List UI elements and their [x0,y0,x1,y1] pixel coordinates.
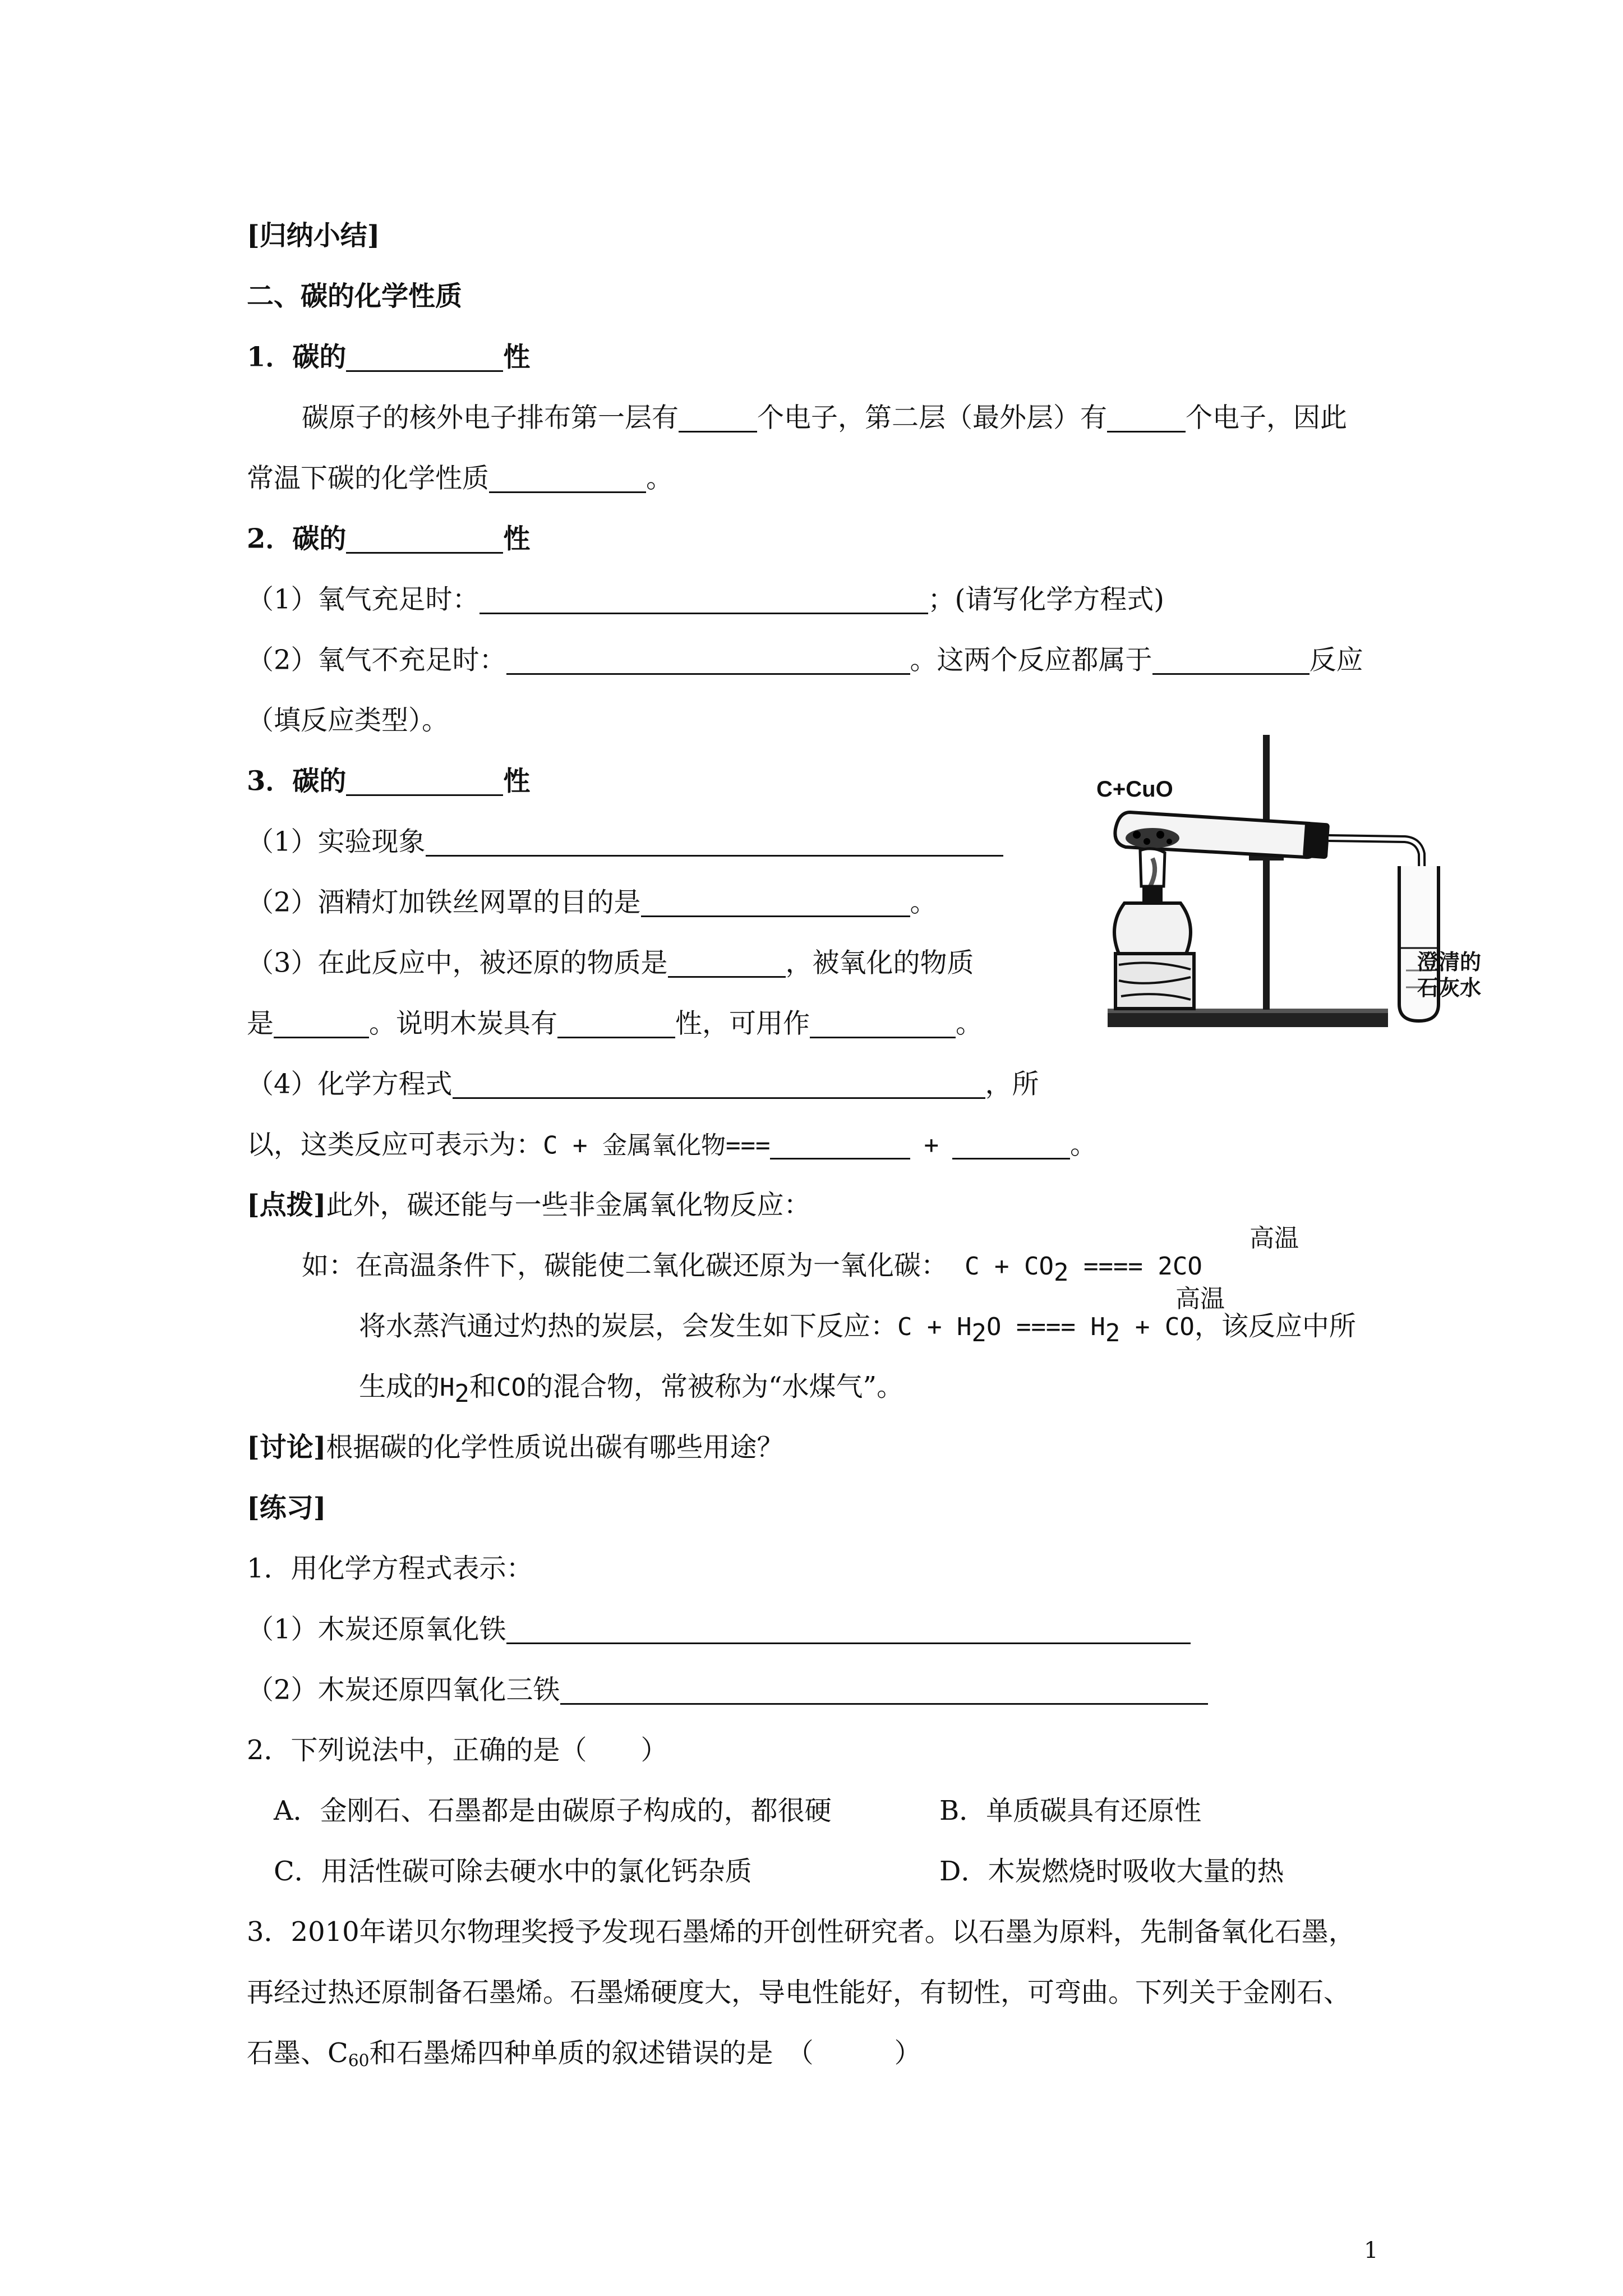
tip-ex2-line2-a: 生成的 [359,1371,440,1402]
tip-ex2-sub1: 2 [971,1319,986,1347]
tip-tag: [点拨] [247,1189,326,1221]
practice-q2-option-d[interactable]: D．木炭燃烧时吸收大量的热 [939,1856,1284,1887]
s3-item1-blank[interactable] [426,828,1003,857]
s1-text-a: 碳原子的核外电子排布第一层有 [302,402,679,434]
stand-base [1108,1013,1388,1027]
s1-blank-property[interactable] [489,464,646,493]
s3-item3b-c: 性，可用作 [675,1007,810,1039]
s3-product1-blank[interactable] [770,1131,910,1159]
s2-item2-blank[interactable] [506,646,910,675]
s3-blank[interactable] [346,767,503,796]
practice-q1a-blank[interactable] [506,1616,1191,1644]
s2-item1 [247,583,1165,615]
carbon-reduction-apparatus-figure [1091,724,1495,1083]
practice-q3-line3-b: 和石墨烯四种单质的叙述错误的是 （ ） [369,2037,921,2069]
s3-title [247,767,530,796]
condition-high-temp-1: 高温 [1249,1224,1299,1253]
practice-q3-line1: 3．2010年诺贝尔物理奖授予发现石墨烯的开创性研究者。以石墨为原料，先制备氧化石墨， [247,1916,1355,1948]
s2-item2-mid: 。这两个反应都属于 [910,644,1152,676]
s3-item4-tail: ，所 [985,1068,1039,1100]
practice-q1a-label: （1）木炭还原氧化铁 [247,1613,506,1645]
s2-item2-tail: 反应 [1309,644,1363,676]
tip-ex2-line2-c: 的混合物，常被称为“水煤气”。 [526,1371,904,1402]
label-limewater-2: 石灰水 [1417,977,1482,1000]
s2-item2 [247,646,1363,675]
tip-ex2-tail: ，该反应中所 [1194,1310,1356,1342]
practice-q3-line2: 再经过热还原制备石墨烯。石墨烯硬度大，导电性能好，有韧性，可弯曲。下列关于金刚石、 [247,1977,1351,2008]
s1-text-b: 个电子，第二层（最外层）有 [757,402,1108,434]
practice-q3-line3 [247,2037,921,2071]
tip-ex2-line2-co: CO [496,1373,527,1402]
tip-ex1-eq2: ==== 2CO [1068,1252,1202,1281]
s1-blank[interactable] [346,343,503,372]
s3-general-plus: + [924,1131,939,1160]
practice-q1b-blank[interactable] [560,1676,1208,1705]
discussion-tag: [讨论] [247,1432,326,1463]
summary-heading: [归纳小结] [247,220,380,251]
tip-ex1-eq: C + CO [965,1252,1054,1281]
s3-prefix: 3．碳的 [247,765,347,797]
s3-item2-tail: 。 [910,886,937,918]
s3-oxidized-blank[interactable] [274,1010,369,1038]
s3-item3-label: （3）在此反应中，被还原的物质是 [247,947,668,979]
tip-ex2-sub2: 2 [1105,1319,1121,1347]
practice-q1: 1．用化学方程式表示： [247,1553,533,1584]
s1-text-e: 。 [646,462,674,494]
s1-text-line2 [247,464,673,493]
tip-ex2-eq-b: O ==== H [986,1313,1105,1341]
condition-high-temp-2: 高温 [1175,1285,1225,1313]
s3-item2-label: （2）酒精灯加铁丝网罩的目的是 [247,886,641,918]
tip-ex2-line2-sub: 2 [454,1379,470,1408]
s2-item1-label: （1）氧气充足时： [247,583,479,615]
s3-use-blank[interactable] [810,1010,956,1038]
practice-q1a [247,1613,1191,1645]
page-number: 1 [1364,2238,1378,2263]
tip-example-1 [302,1252,1202,1285]
s3-general-a: 以，这类反应可表示为： [247,1129,543,1161]
s3-item3 [247,949,974,978]
s3-item3b-a: 是 [247,1007,274,1039]
s3-general-eq: C + 金属氧化物=== [543,1131,771,1160]
practice-q2-option-c[interactable]: C．用活性碳可除去硬水中的氯化钙杂质 [274,1856,752,1887]
s2-title [247,525,530,554]
practice-q2-option-a[interactable]: A．金刚石、石墨都是由碳原子构成的，都很硬 [274,1795,832,1826]
s3-property-blank[interactable] [557,1010,675,1038]
tip-example-2-line2 [359,1373,903,1406]
s2-reaction-type-blank[interactable] [1152,646,1310,675]
discussion-line [247,1434,783,1461]
s3-equation-blank[interactable] [453,1070,985,1099]
practice-q2: 2．下列说法中，正确的是（ ） [247,1734,668,1766]
practice-heading: [练习] [247,1492,326,1524]
tip-ex1-text: 如：在高温条件下，碳能使二氧化碳还原为一氧化碳： [302,1250,948,1281]
s3-suffix: 性 [503,765,531,797]
s2-item2-label: （2）氧气不充足时： [247,644,506,676]
practice-q3-line3-a: 石墨、C [247,2037,348,2069]
tip-line [247,1189,811,1221]
s1-suffix: 性 [503,341,531,373]
c-cuo-powder [1126,828,1179,848]
s1-text-c: 个电子，因此 [1186,402,1348,434]
tip-ex2-eq-c: + CO [1120,1313,1195,1341]
tip-ex2-text: 将水蒸汽通过灼热的炭层，会发生如下反应： [359,1310,898,1342]
tip-text: 此外，碳还能与一些非金属氧化物反应： [326,1189,811,1221]
practice-q1b-label: （2）木炭还原四氧化三铁 [247,1674,560,1706]
s3-general-end: 。 [1069,1129,1097,1161]
s3-product2-blank[interactable] [952,1131,1070,1159]
discussion-text: 根据碳的化学性质说出碳有哪些用途？ [326,1432,784,1463]
tip-ex2-line2-b: 和 [469,1371,497,1402]
wooden-block [1115,954,1194,1009]
practice-q3-line3-sub: 60 [348,2051,370,2071]
s3-item3-line2 [247,1007,983,1039]
tip-ex2-eq-a: C + H [897,1313,972,1341]
s3-item2-blank[interactable] [641,889,910,917]
s1-prefix: 1．碳的 [247,341,347,373]
s2-item1-blank[interactable] [479,586,928,614]
chem-props-heading: 二、碳的化学性质 [247,280,463,312]
s3-item3b-d: 。 [956,1007,983,1039]
s3-item1-label: （1）实验现象 [247,826,426,858]
practice-q1b [247,1676,1208,1705]
tip-ex1-sub: 2 [1053,1258,1069,1287]
label-c-cuo: C+CuO [1096,777,1173,802]
s1-title [247,343,530,372]
s1-text-d: 常温下碳的化学性质 [247,462,490,494]
s1-blank-first-shell[interactable] [679,404,757,432]
s3-item1 [247,828,1003,857]
s3-item3-mid: ，被氧化的物质 [785,947,974,979]
s2-suffix: 性 [503,523,531,555]
s3-item4 [247,1070,1039,1099]
stopper [1303,822,1330,859]
s3-general-form [247,1131,1097,1159]
tip-ex2-line2-h: H [440,1373,455,1402]
s2-prefix: 2．碳的 [247,523,347,555]
s3-reduced-blank[interactable] [668,949,786,978]
s2-item1-tail: ；(请写化学方程式) [928,583,1165,615]
stand-rod [1263,735,1270,1010]
alcohol-lamp [1114,849,1191,954]
s3-item3b-b: 。说明木炭具有 [369,1007,558,1039]
label-limewater-1: 澄清的 [1417,951,1482,974]
s1-text-line1 [302,404,1347,432]
s3-item2 [247,886,937,918]
practice-q2-option-b[interactable]: B．单质碳具有还原性 [939,1795,1202,1826]
s2-item2-note: （填反应类型）。 [247,705,449,736]
s1-blank-outer-shell[interactable] [1107,404,1186,432]
tip-example-2 [359,1310,1356,1347]
s3-item4-label: （4）化学方程式 [247,1068,453,1100]
s2-blank[interactable] [346,525,503,554]
